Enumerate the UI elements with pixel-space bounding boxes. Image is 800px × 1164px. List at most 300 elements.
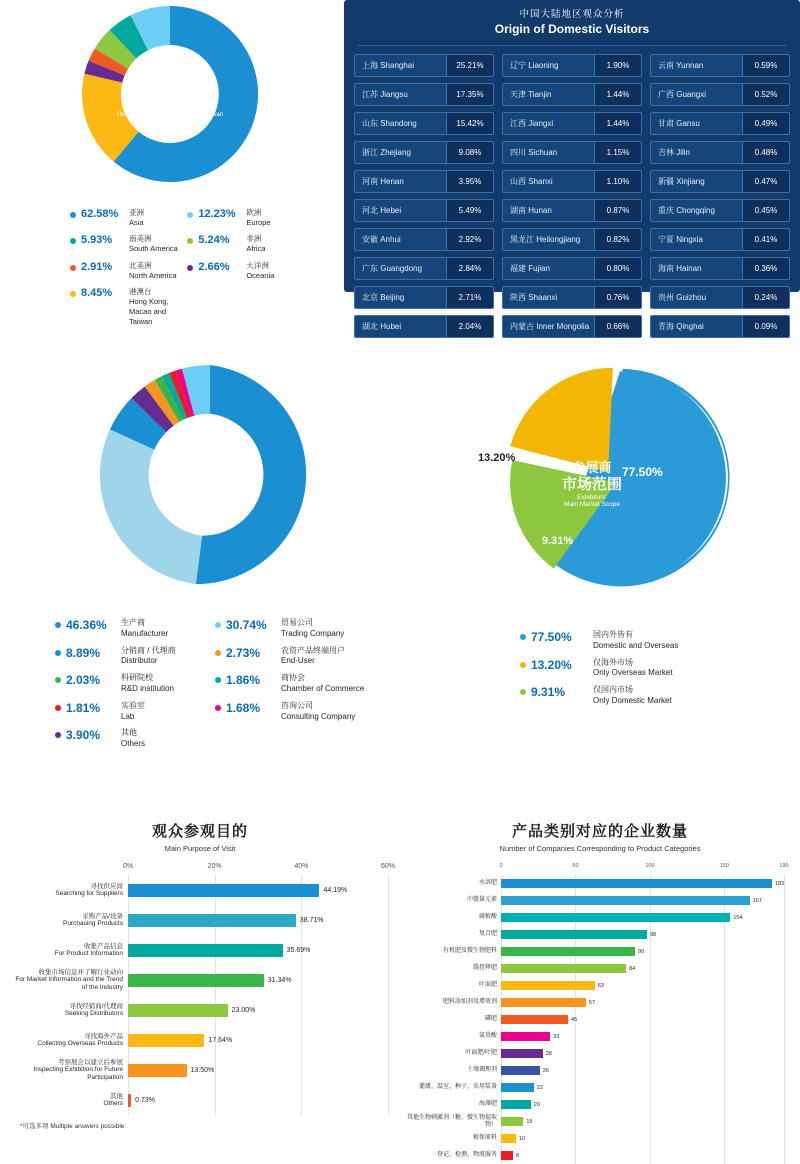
bar-track (501, 875, 784, 892)
legend-pct: 46.36% (66, 618, 107, 632)
bar-label-cn: 其他 (110, 1092, 123, 1100)
bar-value: 17.64% (208, 1036, 233, 1044)
region-value: 0.36% (742, 257, 790, 280)
legend-dot-icon (520, 634, 526, 640)
nature-center-en-2: of Business (198, 493, 232, 501)
bar-row (10, 1055, 388, 1085)
exhibitor-pie-chart (470, 350, 770, 610)
bar-track (501, 1147, 784, 1164)
bar-label-cn: 收集产品信息 (84, 942, 123, 950)
legend-en: Lab (121, 711, 135, 721)
legend-en: End-User (281, 656, 315, 666)
bar-label (10, 969, 128, 991)
legend-dot-icon (55, 677, 61, 683)
region-value: 0.49% (742, 112, 790, 135)
bar-fill (501, 913, 730, 922)
bar-value: 10 (518, 1135, 526, 1142)
bar-track (501, 1130, 784, 1147)
bar-label (10, 1093, 128, 1108)
bar-row (406, 1147, 784, 1164)
overseas-center-cn-3: 观众来源 (140, 93, 200, 110)
legend-pct: 9.31% (531, 685, 566, 700)
bar-row (406, 1011, 784, 1028)
legend-dot-icon (215, 650, 221, 656)
bar-label: 叶面肥/叶肥 (465, 1050, 497, 1057)
bar-fill (501, 1032, 550, 1041)
bar-label (10, 913, 128, 928)
bar-row (406, 875, 784, 892)
gridline (784, 875, 785, 1164)
legend-dot-icon (55, 732, 61, 738)
legend-pct: 5.93% (81, 234, 113, 247)
bar-row (406, 977, 784, 994)
region-name: 吉林 Jilin (650, 141, 742, 164)
table-header (344, 0, 800, 41)
bar-label-en: Collecting Overseas Products (37, 1040, 123, 1047)
domestic-visitors-table-section (344, 0, 800, 331)
bar-row (406, 994, 784, 1011)
region-name: 海南 Hainan (650, 257, 742, 280)
bar-fill (128, 1064, 187, 1077)
table-row (502, 315, 642, 338)
exhibitor-slice-label-domestic-overseas: 77.50% (622, 465, 663, 479)
legend-item (215, 701, 395, 723)
bar-label: 登记、检测、物流服务 (436, 1152, 497, 1159)
bar-label: 灌溉、温室、种子、农用装备 (418, 1084, 497, 1091)
bar-fill (501, 947, 635, 956)
table-grid (344, 54, 800, 348)
bar-label-en: Searching for Suppliers (55, 890, 123, 897)
legend-item (187, 261, 300, 281)
legend-item (55, 646, 215, 668)
bar-fill (501, 998, 586, 1007)
legend-pct: 77.50% (531, 630, 572, 644)
region-name: 宁夏 Ningxia (650, 228, 742, 251)
x-tick-label: 20% (207, 863, 222, 870)
region-value: 1.15% (594, 141, 642, 164)
table-row (502, 112, 642, 135)
bar-fill (501, 964, 626, 973)
legend-pct: 2.73% (226, 645, 261, 660)
legend-cn: 分销商 / 代理商 (121, 645, 176, 655)
region-name: 甘肃 Gansu (650, 112, 742, 135)
table-row (502, 83, 642, 106)
region-name: 四川 Sichuan (502, 141, 594, 164)
legend-pct: 5.24% (198, 234, 230, 247)
legend-pct: 13.20% (531, 657, 572, 672)
bar-label: 肥料添加剂及增效剂 (442, 999, 497, 1006)
bar-label: 缓控释肥 (472, 965, 497, 972)
legend-en: Only Overseas Market (593, 668, 673, 678)
table-row (354, 257, 494, 280)
exhibitor-center-label (562, 460, 622, 509)
table-row (354, 286, 494, 309)
products-title-en: Number of Companies Corresponding to Product Categories (499, 844, 701, 853)
overseas-donut-center-label (117, 61, 223, 131)
table-row (354, 83, 494, 106)
legend-en: Africa (246, 244, 266, 254)
table-row (502, 286, 642, 309)
region-name: 重庆 Chongqing (650, 199, 742, 222)
legend-dot-icon (55, 622, 61, 628)
bar-label: 植保原料 (472, 1135, 497, 1142)
exhibitor-center-cn-1: 参展商 (572, 460, 612, 475)
bar-track (128, 995, 388, 1025)
legend-pct: 8.89% (66, 645, 101, 660)
table-row (650, 199, 790, 222)
bar-track (128, 875, 388, 905)
table-row (502, 257, 642, 280)
product-categories-section (400, 820, 800, 1159)
bar-label (10, 943, 128, 958)
region-value: 15.42% (446, 112, 494, 135)
legend-cn: 咨询公司 (281, 700, 313, 710)
bar-fill (128, 1034, 204, 1047)
nature-legend (0, 600, 430, 756)
purpose-title-cn: 观众参观目的 (151, 823, 248, 840)
bar-value: 35.69% (286, 946, 311, 954)
legend-cn: 生产商 (121, 618, 145, 627)
bar-fill (501, 1151, 513, 1160)
bar-value: 15 (526, 1118, 533, 1125)
x-tick-label: 60% (380, 863, 396, 870)
legend-cn: 非洲 (246, 234, 262, 244)
bar-fill (501, 1049, 543, 1058)
bar-track (501, 1113, 784, 1130)
table-row (502, 170, 642, 193)
region-name: 青海 Qinghai (650, 315, 742, 338)
bar-track (128, 1055, 388, 1085)
bar-fill (501, 896, 750, 905)
bar-track (501, 994, 784, 1011)
region-value: 25.21% (446, 54, 494, 77)
legend-cn: 仅海外市场 (593, 657, 633, 667)
bar-label-cn: 寻找海外产品 (84, 1032, 123, 1040)
bar-value: 63 (597, 982, 604, 989)
bar-row (406, 926, 784, 943)
region-name: 河北 Hebei (354, 199, 446, 222)
legend-en: Manufacturer (121, 628, 169, 638)
legend-cn: 仅国内市场 (593, 685, 633, 695)
legend-item (70, 287, 187, 328)
bar-row (406, 909, 784, 926)
legend-item (215, 618, 395, 640)
table-row (650, 141, 790, 164)
products-x-axis (499, 863, 789, 875)
purpose-bars (0, 863, 400, 1130)
overseas-donut-chart (55, 0, 285, 200)
region-value: 0.59% (742, 54, 790, 77)
bar-label-cn: 收集市场信息并了解行业动向 (38, 968, 123, 976)
legend-dot-icon (70, 265, 76, 271)
x-tick-label: 0% (122, 863, 134, 870)
bar-label: 磷肥 (484, 1016, 497, 1023)
bar-value: 90 (638, 948, 645, 955)
legend-cn: 农资产品终端用户 (281, 645, 345, 655)
legend-cn: 大洋洲 (246, 260, 269, 270)
bar-value: 84 (629, 965, 636, 972)
legend-en: Europe (246, 218, 271, 228)
bar-fill (501, 1134, 516, 1143)
table-row (354, 199, 494, 222)
bar-fill (128, 974, 264, 987)
legend-item (70, 234, 187, 254)
bar-value: 20 (533, 1101, 540, 1108)
bar-value: 98 (649, 931, 657, 938)
table-row (650, 257, 790, 280)
exhibitor-slice-label-domestic-only: 9.31% (542, 535, 574, 547)
region-name: 河南 Henan (354, 170, 446, 193)
bar-fill (501, 1066, 540, 1075)
overseas-legend (0, 200, 340, 333)
legend-pct: 1.86% (226, 673, 261, 688)
region-name: 黑龙江 Heilongjiang (502, 228, 594, 251)
exhibitor-legend (440, 610, 800, 707)
region-value: 0.09% (742, 315, 790, 338)
legend-cn: 其他 (121, 728, 137, 738)
bar-label-en: For Market Information and the Trend of the Industry (15, 976, 123, 991)
bar-row (406, 943, 784, 960)
overseas-center-en-1: Overseas, Hong Kong, Macao & Taiwan (116, 112, 224, 119)
bar-label: 土壤调理剂 (466, 1067, 497, 1074)
bar-value: 26 (542, 1067, 549, 1074)
bar-track (501, 943, 784, 960)
bar-label: 叶面肥 (478, 982, 497, 989)
bar-label (10, 1003, 128, 1018)
purpose-of-visit-section (0, 820, 400, 1130)
bar-label-en: Others (103, 1100, 123, 1107)
bar-fill (501, 879, 772, 888)
region-value: 0.47% (742, 170, 790, 193)
legend-en: Oceania (246, 270, 275, 280)
bar-label (10, 1033, 128, 1048)
legend-dot-icon (520, 662, 526, 668)
region-name: 天津 Tianjin (502, 83, 594, 106)
exhibitor-market-scope-section (440, 350, 800, 770)
purpose-x-axis (122, 863, 396, 875)
legend-item (55, 728, 215, 750)
bar-label (10, 883, 128, 898)
region-value: 2.84% (446, 257, 494, 280)
products-title-cn: 产品类别对应的企业数量 (511, 823, 688, 840)
region-value: 1.44% (594, 83, 642, 106)
bar-row (10, 905, 388, 935)
region-name: 湖北 Hubei (354, 315, 446, 338)
x-tick-label: 150 (719, 863, 729, 869)
bar-row (406, 1062, 784, 1079)
legend-item (70, 261, 187, 281)
bar-fill (501, 1100, 531, 1109)
legend-en: South America (129, 244, 178, 254)
bar-row (10, 1025, 388, 1055)
legend-en: Domestic and Overseas (593, 640, 679, 650)
region-value: 0.24% (742, 286, 790, 309)
legend-item (70, 208, 187, 228)
region-value: 0.82% (594, 228, 642, 251)
bar-label-cn: 采购产品/设备 (82, 912, 123, 920)
region-name: 陕西 Shaanxi (502, 286, 594, 309)
legend-en: Asia (129, 218, 144, 228)
region-value: 0.87% (594, 199, 642, 222)
table-row (502, 141, 642, 164)
legend-pct: 2.91% (81, 260, 113, 273)
bar-track (501, 909, 784, 926)
bar-value: 33 (553, 1033, 560, 1040)
legend-item (520, 685, 800, 707)
bar-label: 水溶肥 (478, 880, 497, 887)
legend-en: Consulting Company (281, 711, 356, 721)
nature-center-cn-1: 观众 (198, 447, 232, 465)
bar-value: 28 (545, 1050, 552, 1057)
legend-item (187, 234, 300, 254)
table-title-en: Origin of Domestic Visitors (494, 22, 650, 36)
legend-dot-icon (187, 265, 193, 271)
legend-cn: 亚洲 (129, 208, 144, 217)
exhibitor-slice-label-overseas-only: 13.20% (478, 452, 516, 464)
bar-label-cn: 寻找供应商 (90, 882, 123, 890)
nature-center-cn-2: 业务性质 (182, 465, 248, 483)
table-divider (358, 45, 786, 46)
legend-pct: 62.58% (81, 208, 119, 220)
region-name: 安徽 Anhui (354, 228, 446, 251)
region-name: 辽宁 Liaoning (502, 54, 594, 77)
exhibitor-center-en-1: Exhibitors' (577, 493, 607, 501)
region-value: 0.80% (594, 257, 642, 280)
region-value: 1.90% (594, 54, 642, 77)
table-row (650, 170, 790, 193)
legend-cn: 实验室 (121, 700, 145, 710)
nature-center-en-1: Visitors' Nature (193, 485, 237, 493)
bar-label-en: Inspecting Exhibition for Future Participation (33, 1066, 123, 1081)
bar-row (10, 875, 388, 905)
legend-cn: 国内外皆有 (593, 630, 633, 639)
purpose-chart-title (0, 820, 400, 853)
table-row (354, 54, 494, 77)
bar-track (501, 960, 784, 977)
legend-pct: 12.23% (198, 208, 236, 220)
legend-item (187, 208, 300, 228)
gridline (388, 875, 389, 1115)
nature-donut-chart (85, 350, 345, 600)
legend-cn: 商协会 (281, 673, 305, 683)
region-name: 广西 Guangxi (650, 83, 742, 106)
table-row (502, 54, 642, 77)
bar-track (501, 1062, 784, 1079)
bar-label (10, 1059, 128, 1081)
bar-track (128, 965, 388, 995)
bar-row (10, 935, 388, 965)
region-value: 2.71% (446, 286, 494, 309)
bar-value: 8 (515, 1152, 519, 1159)
bar-row (406, 892, 784, 909)
region-name: 云南 Yunnan (650, 54, 742, 77)
bar-track (128, 1085, 388, 1115)
bar-value: 13.50% (190, 1066, 215, 1074)
legend-dot-icon (187, 212, 193, 218)
x-tick-label: 40% (294, 863, 309, 870)
legend-item (520, 630, 800, 652)
bar-fill (501, 981, 595, 990)
legend-cn: 贸易公司 (281, 618, 313, 627)
bar-label-en: Purchasing Products (63, 920, 123, 927)
table-row (502, 199, 642, 222)
overseas-visitors-section (0, 0, 340, 327)
legend-item (55, 618, 215, 640)
bar-row (406, 1079, 784, 1096)
legend-item (215, 646, 395, 668)
visitors-nature-section (0, 350, 430, 770)
bar-track (128, 905, 388, 935)
legend-pct: 1.68% (226, 700, 261, 715)
legend-dot-icon (70, 212, 76, 218)
region-value: 9.08% (446, 141, 494, 164)
legend-en: Only Domestic Market (593, 695, 672, 705)
bar-row (10, 1085, 388, 1115)
bar-track (501, 892, 784, 909)
bar-row (10, 965, 388, 995)
bar-value: 38.71% (299, 916, 324, 924)
legend-dot-icon (520, 689, 526, 695)
bar-fill (501, 930, 647, 939)
bar-track (501, 1096, 784, 1113)
region-value: 0.52% (742, 83, 790, 106)
region-name: 贵州 Guizhou (650, 286, 742, 309)
bar-track (501, 1045, 784, 1062)
bar-value: 183 (774, 880, 784, 887)
table-row (650, 112, 790, 135)
region-name: 福建 Fujian (502, 257, 594, 280)
legend-item (520, 658, 800, 680)
legend-item (55, 673, 215, 695)
bar-value: 22 (536, 1084, 543, 1091)
bar-value: 23.00% (231, 1006, 256, 1014)
region-name: 北京 Beijing (354, 286, 446, 309)
legend-pct: 30.74% (226, 618, 267, 632)
bar-label: 腐植酸 (478, 914, 497, 921)
table-title-cn: 中国大陆地区观众分析 (519, 9, 625, 20)
bar-label: 其他生物刺激剂（糖、微生物提取物） (406, 1114, 497, 1128)
region-value: 17.35% (446, 83, 494, 106)
bar-row (406, 1113, 784, 1130)
legend-en: Trading Company (281, 628, 345, 638)
overseas-center-cn-1: 海外及 (147, 61, 193, 78)
region-value: 2.92% (446, 228, 494, 251)
table-row (650, 54, 790, 77)
nature-donut-center-label (183, 448, 247, 502)
bar-label: 中微量元素 (466, 897, 497, 904)
bar-value: 31.34% (267, 976, 292, 984)
overseas-center-cn-2: 港澳台地区 (132, 77, 208, 94)
table-row (650, 228, 790, 251)
x-tick-label: 100 (645, 863, 655, 869)
legend-item (55, 701, 215, 723)
legend-pct: 2.03% (66, 673, 101, 688)
bar-label: 海藻肥 (478, 1101, 497, 1108)
legend-dot-icon (215, 705, 221, 711)
bar-fill (128, 1004, 228, 1017)
bar-fill (128, 944, 283, 957)
x-tick-label: 190 (779, 863, 789, 869)
bar-value: 44.19% (323, 886, 348, 894)
bar-track (501, 926, 784, 943)
region-value: 0.76% (594, 286, 642, 309)
legend-pct: 1.81% (66, 700, 101, 715)
region-name: 上海 Shanghai (354, 54, 446, 77)
legend-en: Others (121, 739, 146, 749)
table-row (354, 141, 494, 164)
bar-fill (128, 914, 296, 927)
legend-dot-icon (70, 238, 76, 244)
